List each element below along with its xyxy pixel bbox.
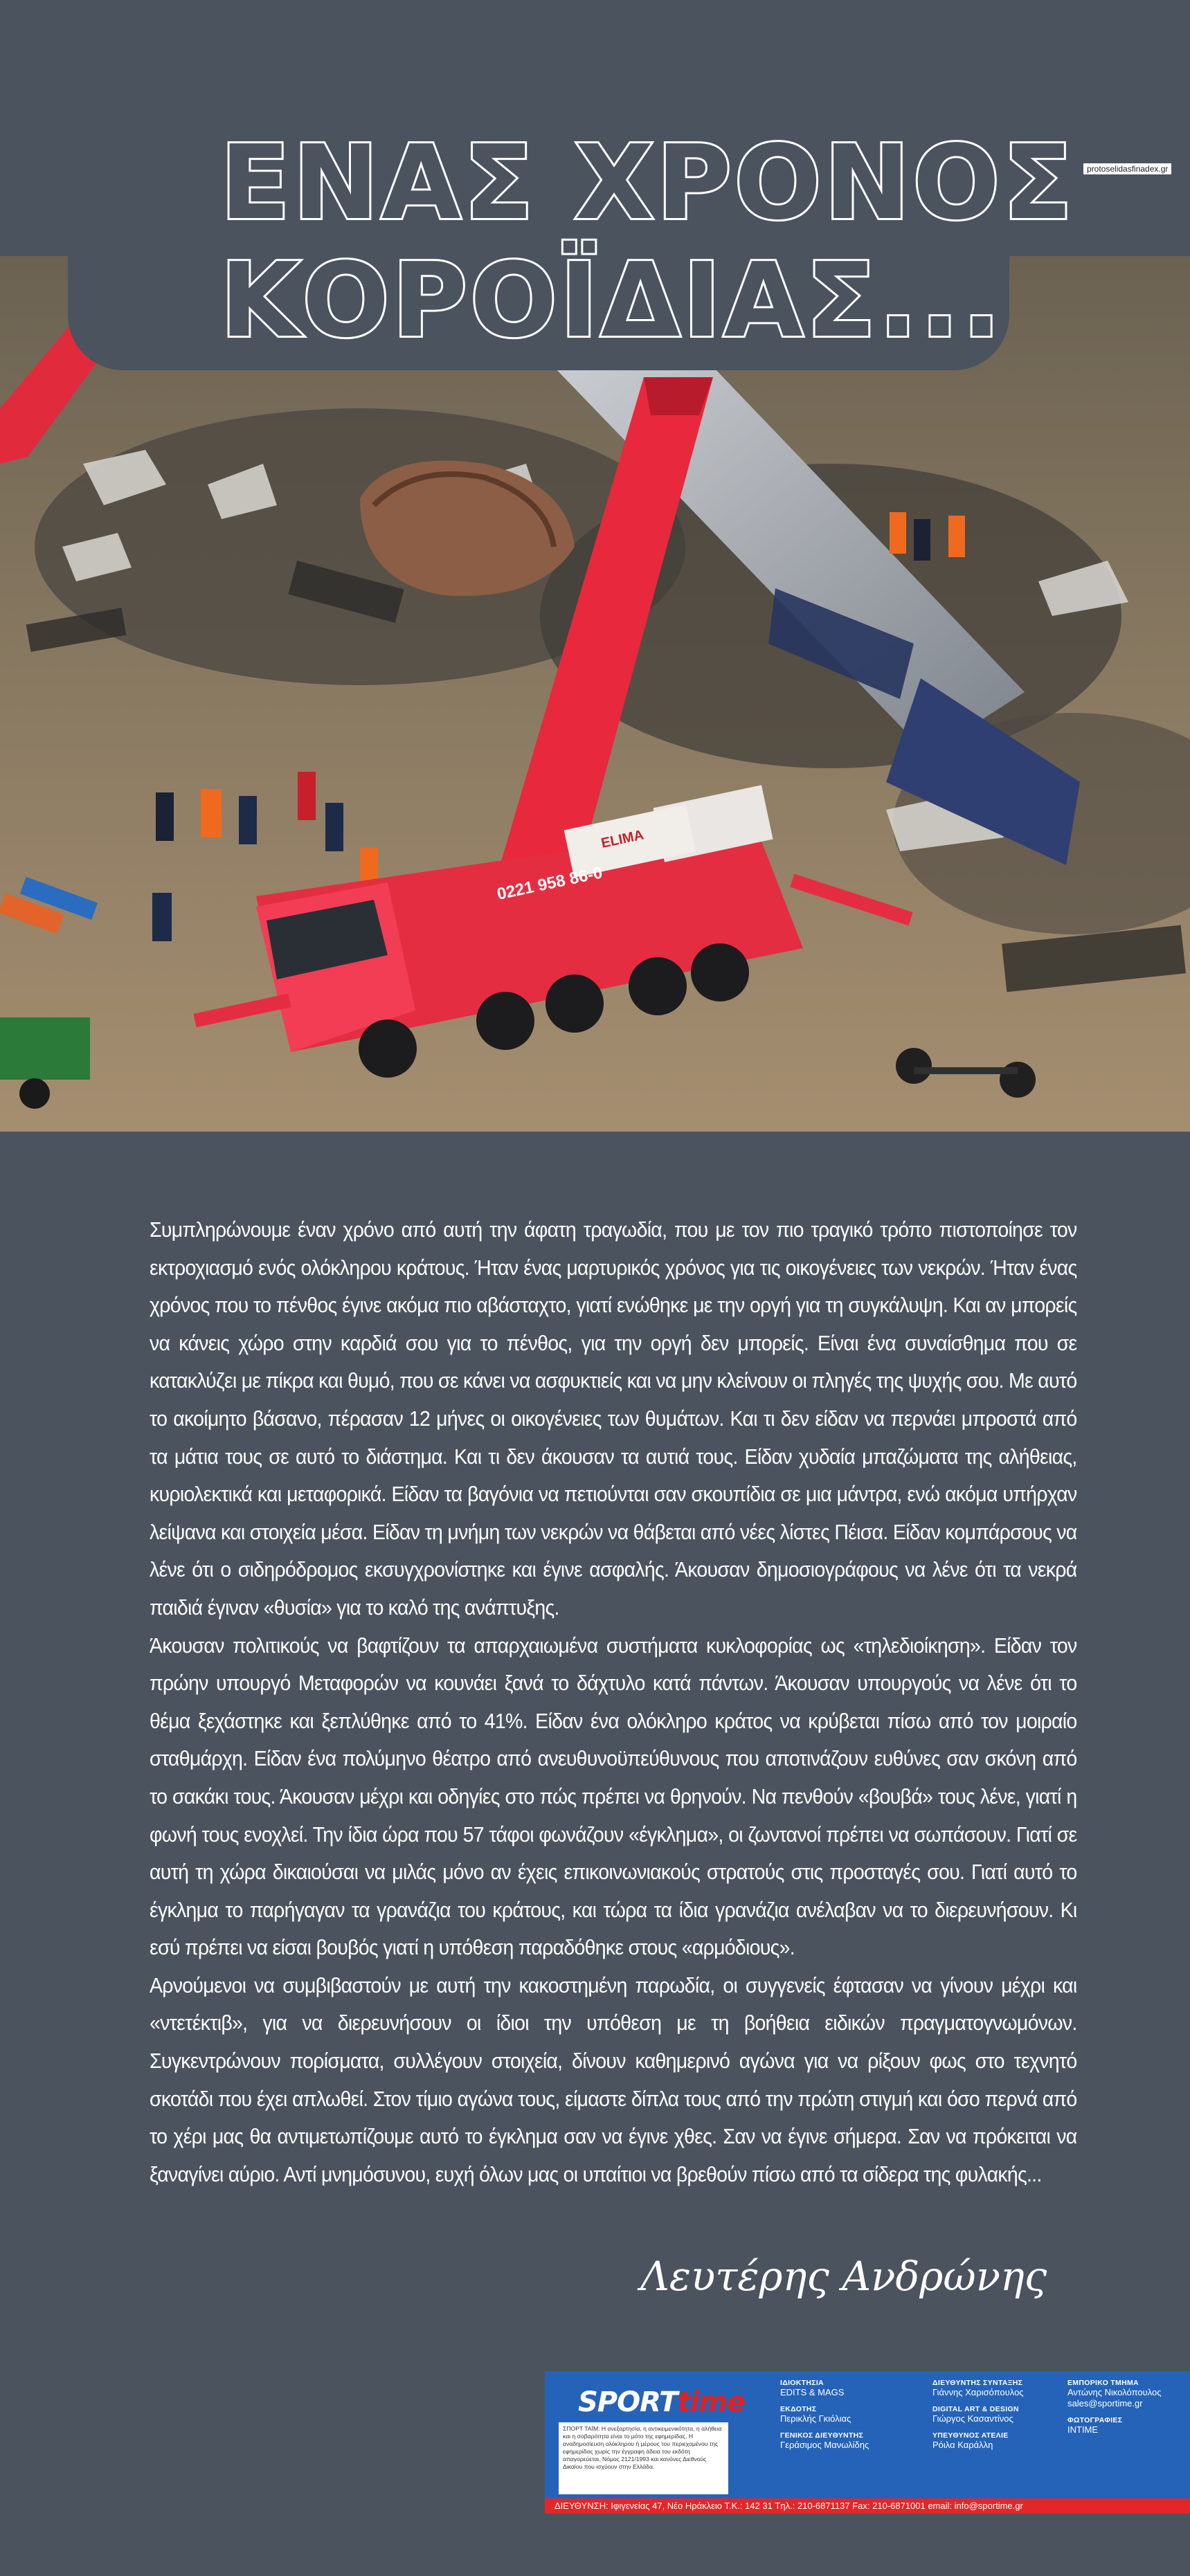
train-wreck-photo xyxy=(0,256,1190,1132)
article-paragraph-3: Αρνούμενοι να συμβιβαστούν με αυτή την κακοστημένη παρωδία, οι συγγενείς έφτασαν να γίνουν μέχρι και «ντετέκτιβ», για να διερευνήσουν οι ίδιοι την υπόθεση με τη βοήθεια ειδικών πραγματογνωμόνων. Συγκεντρώνουν πορίσματα, συλλέγουν στοιχεία, δίνουν καθημερινό αγώνα για να ρίξουν φως στο τεχνητό σκοτάδι που έχει απλωθεί. Στον τίμιο αγώνα τους, είμαστε δίπλα τους από την πρώτη στιγμή και όσο περνά από το χέρι μας θα αντιμετωπίζουμε αυτό το έγκλημα σαν να έγινε χθες. Σαν να έγινε σήμερα. Σαν να πρόκειται να ξαναγίνει αύριο. Αντί μνημόσυνου, ευχή όλων μας οι υπαίτιοι να βρεθούν πίσω από τα σίδερα της φυλακής... xyxy=(150,1972,1077,2186)
sportime-logo xyxy=(557,2378,746,2418)
article-paragraph-1: Συμπληρώνουμε έναν χρόνο από αυτή την άφατη τραγωδία, που με τον πιο τραγικό τρόπο πιστοποίησε τον εκτροχιασμό ενός ολόκληρου κράτους. Ήταν ένας μαρτυρικός χρόνος για τις οικογένειες των νεκρών. Ήταν ένας χρόνος που το πένθος έγινε ακόμα πιο αβάσταχτο, γιατί ενώθηκε με την οργή για τη συγκάλυψη. Και αν μπορείς να κάνεις χώρο στην καρδιά σου για το πένθος, για την οργή δεν μπορείς. Είναι ένα συναίσθημα που σε κατακλύζει με πίκρα και θυμό, που σε κάνει να ασφυκτιείς και να μην κλείνουν οι πληγές της ψυχής σου. Με αυτό το ακοίμητο βάσανο, πέρασαν 12 μήνες οι οικογένειες των θυμάτων. Και τι δεν είδαν να περνάει μπροστά από τα μάτια τους σε αυτό το διάστημα. Και τι δεν άκουσαν τα αυτιά τους. Είδαν χυδαία μπαζώματα της αλήθειας, κυριολεκτικά και μεταφορικά. Είδαν τα βαγόνια να πετιούνται σαν σκουπίδια σε μια μάντρα, ενώ ακόμα υπήρχαν λείψανα και στοιχεία μέσα. Είδαν τη μνήμη των νεκρών να θάβεται από νέες λίστες Πέισα. Είδαν κομπάρσους να λένε ότι ο σιδηρόδρομος εκσυγχρονίστηκε και έγινε ασφαλής. Άκουσαν δημοσιογράφους να λένε ότι τα νεκρά παιδιά έγιναν «θυσία» για το καλό της ανάπτυξης. xyxy=(150,1217,1077,1620)
imprint-role: ΓΕΝΙΚΟΣ ΔΙΕΥΘΥΝΤΗΣ xyxy=(780,2431,864,2440)
imprint-name: Αντώνης Νικολόπουλος xyxy=(1067,2387,1162,2397)
headline-line-2: ΚΟΡΟΪΔΙΑΣ... xyxy=(220,241,1004,360)
imprint-role: ΥΠΕΥΘΥΝΟΣ ΑΤΕΛΙΕ xyxy=(932,2431,1009,2440)
headline xyxy=(220,123,1076,360)
imprint-name: Γιώργος Κασαντίνος xyxy=(932,2413,1013,2424)
site-watermark: protoselidasfinadex.gr xyxy=(1083,163,1171,174)
imprint-role: ΔΙΕΥΘΥΝΤΗΣ ΣΥΝΤΑΞΗΣ xyxy=(932,2379,1023,2387)
imprint-role: ΕΚΔΟΤΗΣ xyxy=(780,2405,817,2413)
crane-brand-text: ELIMA xyxy=(599,827,645,851)
imprint-name: EDITS & MAGS xyxy=(780,2387,845,2397)
headline-line-1: ΕΝΑΣ ΧΡΟΝΟΣ xyxy=(220,123,1076,242)
imprint-email: sales@sportime.gr xyxy=(1067,2398,1143,2409)
legal-disclaimer: ΣΠΟΡΤ ΤΑΪΜ: Η ανεξαρτησία, η αντικειμενικότητα, η αλήθεια και η σοβαρότητα είναι το μότο της εφημερίδας. Η αναδημοσίευση ολόκληρου ή μέρους του περιεχομένου της εφημερίδας χωρίς την έγγραφη άδεια του εκδότη απαγορεύεται. Νόμος 2121/1993 και κανόνες Διεθνούς Δικαίου που ισχύουν στην Ελλάδα. xyxy=(559,2422,728,2494)
imprint-column-2 xyxy=(932,2378,1024,2457)
imprint-name: Ρόιλα Καράλλη xyxy=(932,2440,993,2450)
imprint-role: ΦΩΤΟΓΡΑΦΙΕΣ xyxy=(1067,2416,1123,2424)
imprint-box xyxy=(545,2371,1190,2514)
imprint-role: ΙΔΙΟΚΤΗΣΙΑ xyxy=(780,2379,824,2387)
imprint-column-1 xyxy=(780,2378,869,2457)
address-bar: ΔΙΕΥΘΥΝΣΗ: Ιφιγενείας 47, Νέο Ηράκλειο Τ.Κ.: 142 31 Tηλ.: 210-6871137 Fax: 210-6871001 email: info@sportime.gr xyxy=(545,2498,1190,2514)
logo-time-text: time xyxy=(677,2386,746,2418)
article-body xyxy=(150,1211,1077,2193)
article-paragraph-2: Άκουσαν πολιτικούς να βαφτίζουν τα απαρχαιωμένα συστήματα κυκλοφορίας ως «τηλεδιοίκηση». Είδαν τον πρώην υπουργό Μεταφορών να κουνάει ξανά το δάχτυλο κατά πάντων. Άκουσαν υπουργούς να λένε ότι το θέμα ξεχάστηκε και ξεπλύθηκε από το 41%. Είδαν ένα ολόκληρο κράτος να κρύβεται πίσω από τον μοιραίο σταθμάρχη. Είδαν ένα πολύμηνο θέατρο από ανευθυνοϋπεύθυνους που αποτινάζουν ευθύνες σαν σκόνη από το σακάκι τους. Άκουσαν μέχρι και οδηγίες στο πώς πρέπει να θρηνούν. Να πενθούν «βουβά» τους λένε, γιατί η φωνή τους ενοχλεί. Την ίδια ώρα που 57 τάφοι φωνάζουν «έγκλημα», οι ζωντανοί πρέπει να σωπάσουν. Γιατί σε αυτή τη χώρα δικαιούσαι να μιλάς μόνο αν έχεις επικοινωνιακούς στρατούς στις προσταγές σου. Γιατί αυτό το έγκλημα το παρήγαγαν τα γρανάζια του κράτους, και τώρα τα ίδια γρανάζια ανέλαβαν να το διερευνήσουν. Κι εσύ πρέπει να είσαι βουβός γιατί η υπόθεση παραδόθηκε στους «αρμόδιους». xyxy=(150,1633,1077,1960)
imprint-name: Γεράσιμος Μανωλίδης xyxy=(780,2440,869,2450)
imprint-role: DIGITAL ART & DESIGN xyxy=(932,2405,1019,2413)
imprint-name: Περικλής Γκιόλιας xyxy=(780,2413,851,2424)
logo-sport-text: SPORT xyxy=(578,2386,678,2418)
author-signature: Λευτέρης Ανδρώνης xyxy=(640,2253,1047,2300)
imprint-name: Γιάννης Χαρισόπουλος xyxy=(932,2387,1024,2397)
imprint-role: ΕΜΠΟΡΙΚΟ ΤΜΗΜΑ xyxy=(1067,2379,1139,2387)
crane-plate-text: 0221 958 86-0 xyxy=(495,863,604,904)
imprint-column-3 xyxy=(1067,2378,1162,2442)
imprint-name: INTIME xyxy=(1067,2424,1099,2435)
